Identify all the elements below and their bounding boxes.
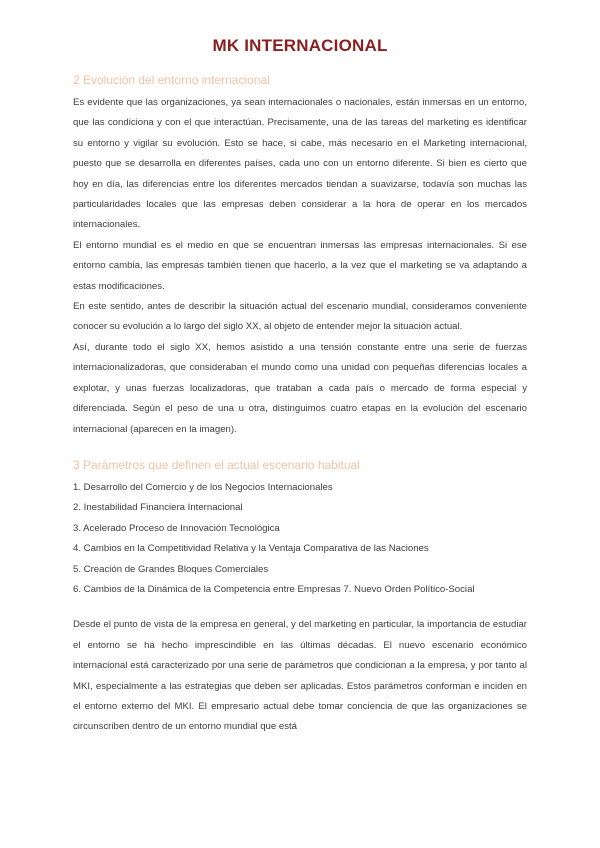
- document-body: [73, 72, 527, 738]
- list-item: 3. Acelerado Proceso de Innovación Tecnológica: [73, 522, 280, 534]
- parameters-list: [73, 478, 527, 600]
- section-2-paragraph-3: En este sentido, antes de describir la situación actual del escenario mundial, consideramos conveniente conocer su evolución a lo largo del siglo XX, al objeto de entender mejor la situación actual.: [73, 301, 527, 333]
- section-2-heading: 2 Evolución del entorno internacional: [73, 73, 270, 87]
- page-title: MK INTERNACIONAL: [212, 36, 388, 55]
- section-3-paragraph: Desde el punto de vista de la empresa en general, y del marketing en particular, la importancia de estudiar el entorno se ha hecho imprescindible en las últimas décadas. El nuevo escenario económico internacional está caracterizado por una serie de parámetros que condicionan a la empresa, y por tanto al MKI, especialmente a las estrategias que deben ser aplicadas. Estos parámetros conforman e inciden en el entorno externo del MKI. El empresario actual debe tomar conciencia de que las organizaciones se circunscriben dentro de un entorno mundial que está: [73, 619, 527, 733]
- list-item: 2. Inestabilidad Financiera Internacional: [73, 502, 243, 514]
- list-item: 5. Creación de Grandes Bloques Comerciales: [73, 563, 269, 575]
- section-2-paragraph-2: El entorno mundial es el medio en que se encuentran inmersas las empresas internacionales. Si ese entorno cambia, las empresas también tienen que hacerlo, a la vez que el marketing se va adaptando a estas modificaciones.: [73, 239, 527, 292]
- list-item: 1. Desarrollo del Comercio y de los Negocios Internacionales: [73, 481, 333, 493]
- section-2-paragraph-4: Así, durante todo el siglo XX, hemos asistido a una tensión constante entre una serie de fuerzas internacionalizadoras, que consideraban el mundo como una unidad con pequeñas diferencias locales a explotar, y unas fuerzas localizadoras, que trataban a cada país o mercado de forma especial y diferenciada. Según el peso de una u otra, distinguimos cuatro etapas en la evolución del escenario internacional (aparecen en la imagen).: [73, 341, 527, 435]
- list-item: 4. Cambios en la Competitividad Relativa y la Ventaja Comparativa de las Naciones: [73, 543, 429, 555]
- section-2-paragraph-1: Es evidente que las organizaciones, ya sean internacionales o nacionales, están inmersas en un entorno, que las condiciona y con el que interactúan. Precisamente, una de las tareas del marketing es identificar su entorno y vigilar su evolución. Esto se hace, si cabe, más necesario en el Marketing internacional, puesto que se desarrolla en diferentes países, cada uno con un entorno diferente. Si bien es cierto que hoy en día, las diferencias entre los diferentes mercados tiendan a suavizarse, todavía son muchas las particularidades locales que las empresas deben considerar a la hora de operar en los mercados internacionales.: [73, 97, 527, 231]
- section-3-heading: 3 Parámetros que definen el actual escenario habitual: [73, 457, 360, 472]
- list-item: 6. Cambios de la Dinámica de la Competencia entre Empresas 7. Nuevo Orden Político-Social: [73, 583, 475, 595]
